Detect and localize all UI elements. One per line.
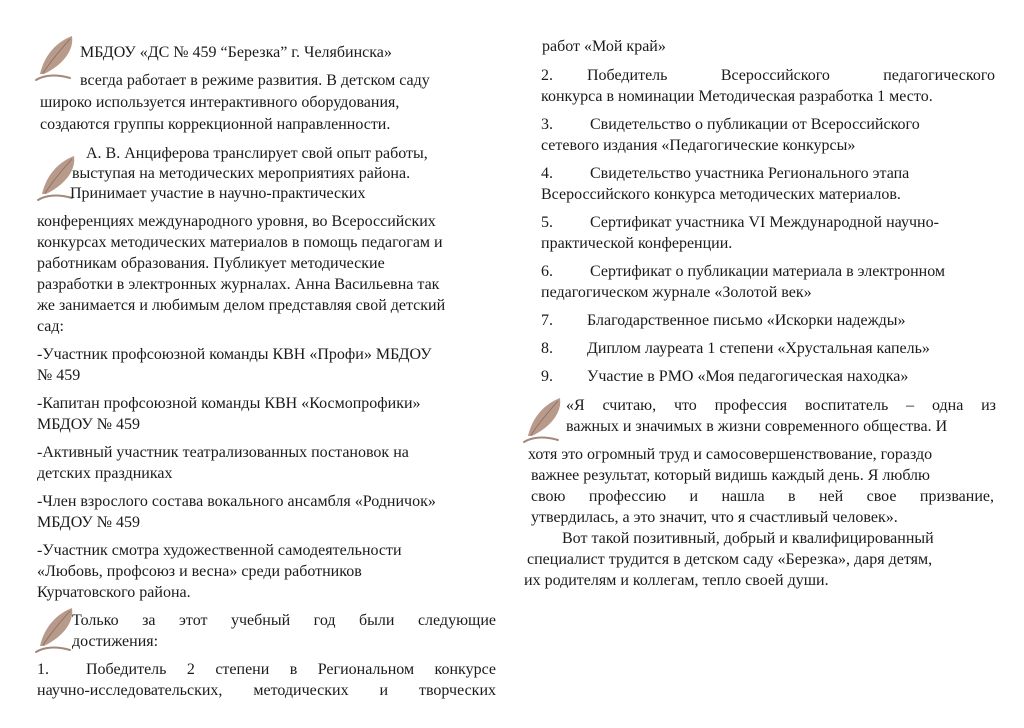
closing-line: их родителям и коллегам, тепло своей души.: [524, 572, 829, 589]
paragraph-line: выступая на методических мероприятиях района.: [72, 165, 411, 182]
intro-line: создаются группы коррекционной направленности.: [40, 116, 391, 133]
paragraph-line: же занимается и любимым делом представляя свой детский: [37, 297, 446, 314]
list-item: научно-исследовательских, методических и творческих: [37, 682, 496, 699]
activity-item: -Активный участник театрализованных постановок на: [37, 444, 409, 461]
paragraph-line: конкурсах методических материалов в помощь педагогам и: [37, 234, 443, 251]
paragraph-line: сад:: [37, 318, 64, 335]
list-number: 2.: [541, 67, 553, 84]
activity-item: МБДОУ № 459: [37, 514, 140, 531]
intro-line: всегда работает в режиме развития. В детском саду: [80, 72, 430, 89]
list-item: Диплом лауреата 1 степени «Хрустальная капель»: [587, 340, 930, 357]
list-number: 8.: [541, 340, 553, 357]
closing-line: Вот такой позитивный, добрый и квалифицированный: [562, 530, 934, 547]
list-item: Победитель 2 степени в Региональном конкурсе: [86, 661, 496, 678]
quote-line: свою профессию и нашла в ней свое призвание,: [531, 488, 994, 505]
list-number: 5.: [541, 214, 553, 231]
list-number: 9.: [541, 368, 553, 385]
paragraph-line: разработки в электронных журналах. Анна Васильевна так: [37, 276, 440, 293]
activity-item: детских праздниках: [37, 465, 173, 482]
list-item: Сертификат участника VI Международной научно-: [590, 214, 939, 231]
list-number: 1.: [37, 661, 49, 678]
list-item: практической конференции.: [541, 235, 733, 252]
intro-line: широко используется интерактивного оборудования,: [40, 94, 400, 111]
list-item: педагогическом журнале «Золотой век»: [541, 284, 812, 301]
activity-item: «Любовь, профсоюз и весна» среди работников: [37, 563, 362, 580]
list-item: Сертификат о публикации материала в электронном: [590, 263, 946, 280]
list-item: Участие в РМО «Моя педагогическая находка»: [587, 368, 909, 385]
list-number: 6.: [541, 263, 553, 280]
paragraph-line: А. В. Анциферова транслирует свой опыт работы,: [86, 145, 428, 162]
list-item: конкурса в номинации Методическая разработка 1 место.: [541, 88, 933, 105]
activity-item: -Капитан профсоюзной команды КВН «Космопрофики»: [37, 395, 421, 412]
activity-item: -Член взрослого состава вокального ансамбля «Родничок»: [37, 493, 436, 510]
achievements-intro: Только за этот учебный год были следующие: [72, 612, 496, 629]
list-item: Свидетельство участника Регионального этапа: [590, 165, 910, 182]
activity-item: Курчатовского района.: [37, 584, 191, 601]
list-number: 4.: [541, 165, 553, 182]
intro-line: МБДОУ «ДС № 459 “Березка” г. Челябинска»: [80, 44, 392, 61]
list-item: Победитель Всероссийского педагогического: [587, 67, 995, 84]
list-item: сетевого издания «Педагогические конкурсы»: [541, 137, 856, 154]
feather-quill-icon: [522, 396, 566, 444]
activity-item: МБДОУ № 459: [37, 416, 140, 433]
achievements-intro: достижения:: [72, 633, 159, 650]
list-number: 7.: [541, 312, 553, 329]
list-item: Благодарственное письмо «Искорки надежды»: [587, 312, 906, 329]
activity-item: № 459: [37, 367, 81, 384]
list-item: Свидетельство о публикации от Всероссийского: [590, 116, 920, 133]
quote-line: «Я считаю, что профессия воспитатель – одна из: [566, 397, 996, 414]
quote-line: важнее результат, который видишь каждый день. Я люблю: [531, 467, 930, 484]
quote-line: хотя это огромный труд и самосовершенствование, гораздо: [528, 446, 933, 463]
list-item: работ «Мой край»: [542, 38, 666, 55]
paragraph-line: работникам образования. Публикует методические: [37, 255, 385, 272]
quote-line: важных и значимых в жизни современного общества. И: [566, 418, 948, 435]
activity-item: -Участник смотра художественной самодеятельности: [37, 542, 402, 559]
closing-line: специалист трудится в детском саду «Березка», даря детям,: [527, 551, 933, 568]
feather-quill-icon: [34, 34, 78, 82]
paragraph-line: конференциях международного уровня, во Всероссийских: [37, 213, 436, 230]
activity-item: -Участник профсоюзной команды КВН «Профи» МБДОУ: [37, 346, 432, 363]
list-number: 3.: [541, 116, 553, 133]
quote-line: утвердилась, а это значит, что я счастливый человек».: [531, 509, 898, 526]
paragraph-line: Принимает участие в научно-практических: [70, 185, 366, 202]
list-item: Всероссийского конкурса методических материалов.: [541, 186, 901, 203]
